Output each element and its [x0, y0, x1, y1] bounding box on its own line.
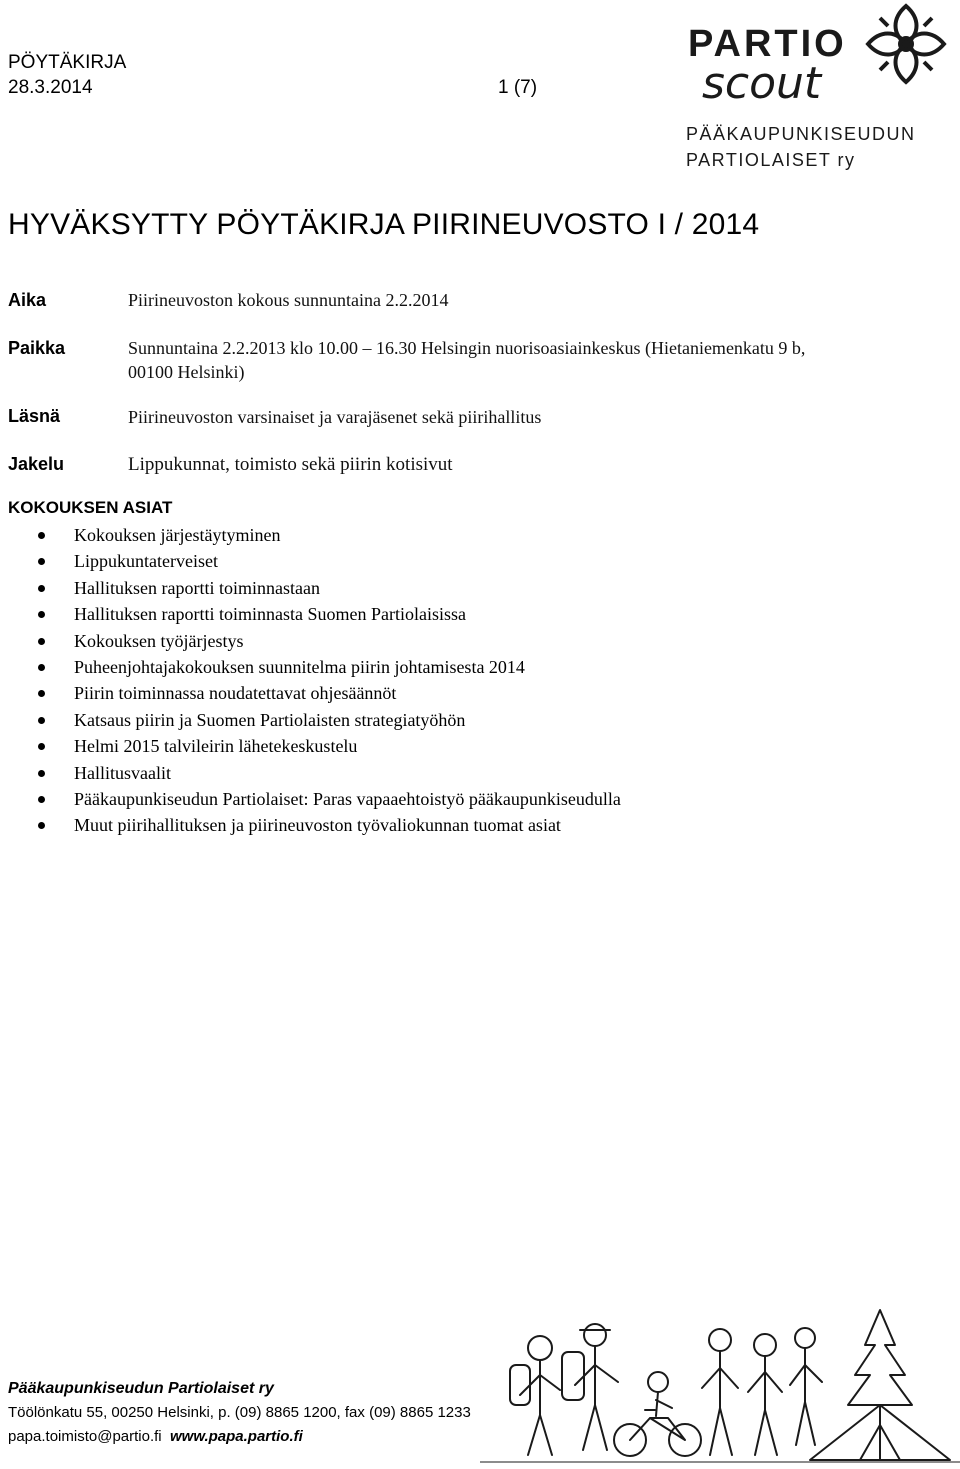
footer-email-link[interactable]: papa.toimisto@partio.fi: [8, 1428, 162, 1445]
meta-value-aika: Piirineuvoston kokous sunnuntaina 2.2.2014: [128, 290, 449, 310]
bullet-icon: [38, 558, 45, 565]
document-date: 28.3.2014: [8, 77, 93, 98]
meta-label-paikka: Paikka: [8, 338, 66, 358]
agenda-item: [32, 707, 621, 733]
scout-lily-emblem-icon: [868, 6, 944, 82]
logo-org-line1: PÄÄKAUPUNKISEUDUN: [686, 124, 916, 144]
bullet-icon: [38, 796, 45, 803]
meta-value-lasna: Piirineuvoston varsinaiset ja varajäsenet sekä piirihallitus: [128, 407, 542, 427]
bullet-icon: [38, 690, 45, 697]
footer-address: Töölönkatu 55, 00250 Helsinki, p. (09) 8865 1200, fax (09) 8865 1233: [8, 1404, 471, 1421]
agenda-item: [32, 575, 621, 601]
meta-label-lasna: Läsnä: [8, 406, 61, 426]
scout-figure-icon: [562, 1324, 618, 1450]
agenda-item: [32, 522, 621, 548]
logo-org-line2: PARTIOLAISET ry: [686, 150, 856, 170]
agenda-item-text: Pääkaupunkiseudun Partiolaiset: Paras vapaaehtoistyö pääkaupunkiseudulla: [74, 788, 621, 809]
footer-organization: Pääkaupunkiseudun Partiolaiset ry: [8, 1380, 274, 1397]
bullet-icon: [38, 585, 45, 592]
agenda-item-text: Kokouksen järjestäytyminen: [74, 525, 281, 545]
bullet-icon: [38, 770, 45, 777]
bullet-icon: [38, 822, 45, 829]
agenda-item-text: Hallituksen raportti toiminnasta Suomen Partiolaisissa: [74, 604, 466, 625]
footer-website-link[interactable]: www.papa.partio.fi: [170, 1428, 303, 1445]
scout-figure-icon: [510, 1336, 560, 1455]
bullet-icon: [38, 743, 45, 750]
agenda-item-text: Katsaus piirin ja Suomen Partiolaisten strategiatyöhön: [74, 709, 466, 730]
partio-scout-logo: [684, 0, 960, 172]
logo-word-partio: PARTIO: [688, 23, 847, 65]
agenda-item: [32, 680, 621, 706]
bullet-icon: [38, 664, 45, 671]
tent-icon: [810, 1405, 950, 1460]
agenda-item-text: Helmi 2015 talvileirin lähetekeskustelu: [74, 736, 358, 757]
agenda-item: [32, 548, 621, 574]
meta-label-jakelu: Jakelu: [8, 454, 65, 474]
agenda-item-text: Piirin toiminnassa noudatettavat ohjesäännöt: [74, 683, 397, 704]
agenda-item: [32, 628, 621, 654]
page-number: 1 (7): [498, 77, 538, 98]
agenda-heading: KOKOUKSEN ASIAT: [8, 498, 173, 517]
bullet-icon: [38, 638, 45, 645]
scout-figure-icon: [702, 1329, 738, 1455]
bullet-icon: [38, 717, 45, 724]
agenda-item-text: Hallituksen raportti toiminnastaan: [74, 577, 320, 598]
bullet-icon: [38, 611, 45, 618]
document-type: PÖYTÄKIRJA: [8, 52, 127, 73]
meta-value-paikka-line2: 00100 Helsinki): [128, 362, 245, 382]
agenda-item: [32, 812, 621, 838]
bicycle-icon: [614, 1372, 701, 1456]
agenda-item: [32, 733, 621, 759]
agenda-item: [32, 601, 621, 627]
logo-word-scout: scout: [702, 58, 822, 109]
agenda-item-text: Lippukuntaterveiset: [74, 551, 218, 572]
agenda-list: [32, 522, 621, 839]
agenda-item-text: Kokouksen työjärjestys: [74, 630, 244, 651]
agenda-item: [32, 654, 621, 680]
scouts-illustration: [480, 1290, 960, 1464]
agenda-item: [32, 786, 621, 812]
bullet-icon: [38, 532, 45, 539]
agenda-item: [32, 760, 621, 786]
scout-figure-icon: [748, 1334, 782, 1455]
meta-value-paikka-line1: Sunnuntaina 2.2.2013 klo 10.00 – 16.30 Helsingin nuorisoasiainkeskus (Hietaniemenkatu 9 b,: [128, 338, 806, 358]
document-title: HYVÄKSYTTY PÖYTÄKIRJA PIIRINEUVOSTO I / 2014: [8, 208, 760, 241]
scout-figure-icon: [790, 1328, 822, 1445]
meta-label-aika: Aika: [8, 290, 47, 310]
agenda-item-text: Hallitusvaalit: [74, 762, 171, 783]
agenda-item-text: Puheenjohtajakokouksen suunnitelma piirin johtamisesta 2014: [74, 656, 525, 677]
agenda-item-text: Muut piirihallituksen ja piirineuvoston työvaliokunnan tuomat asiat: [74, 815, 561, 836]
meta-value-jakelu: Lippukunnat, toimisto sekä piirin kotisivut: [128, 454, 453, 475]
